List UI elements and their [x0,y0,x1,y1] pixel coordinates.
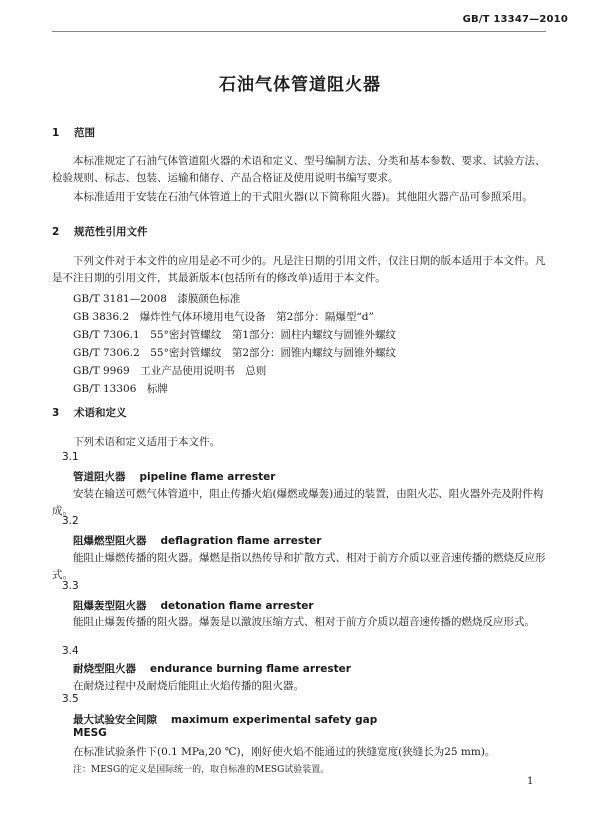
term-definition: 在耐烧过程中及耐烧后能阻止火焰传播的阻火器。 [73,680,304,692]
term-zh: 管道阻火器 [73,471,126,483]
term-title [73,661,351,676]
term-number: 3.3 [62,580,79,592]
term-en: maximum experimental safety gap [171,714,378,726]
term-en: endurance burning flame arrester [150,663,351,675]
term-number: 3.4 [62,645,79,657]
reference-item: GB/T 7306.2 55°密封管螺纹 第2部分：圆锥内螺纹与圆锥外螺纹 [73,347,397,359]
term-number: 3.2 [62,515,79,527]
term-en: pipeline flame arrester [139,471,276,483]
reference-item: GB/T 9969 工业产品使用说明书 总则 [73,365,267,377]
term-title [73,598,314,613]
term-zh: 最大试验安全间隙 [73,714,157,726]
page-number: 1 [527,776,534,787]
term-definition: 在标准试验条件下(0.1 MPa,20 ℃)，刚好使火焰不能通过的狭缝宽度(狭缝长为25 mm)。 [73,746,496,758]
section-title: 规范性引用文件 [74,226,148,238]
term-en: deflagration flame arrester [160,535,322,547]
section-number: 1 [52,127,60,139]
term-zh: 阻爆轰型阻火器 [73,600,147,612]
reference-item: GB/T 7306.1 55°密封管螺纹 第1部分：圆柱内螺纹与圆锥外螺纹 [73,329,397,341]
header-rule [52,31,546,32]
section-heading-terms [52,405,127,420]
term-title [73,712,377,727]
section-number: 2 [52,226,60,238]
term-zh: 阻爆燃型阻火器 [73,535,147,547]
reference-item: GB 3836.2 爆炸性气体环境用电气设备 第2部分：隔爆型“d” [73,311,374,323]
reference-item: GB/T 3181—2008 漆膜颜色标准 [73,293,241,305]
standard-code: GB/T 13347—2010 [462,14,568,25]
section-heading-scope [52,125,95,140]
term-note: 注：MESG的定义是国际统一的，取自标准的MESG试验装置。 [73,765,330,775]
document-title: 石油气体管道阻火器 [219,75,381,95]
term-en: detonation flame arrester [160,600,314,612]
term-definition: 安装在输送可燃气体管道中，阻止传播火焰(爆燃或爆轰)通过的装置，由阻火芯、阻火器外壳及附件构成。 [52,488,544,517]
scope-paragraph-2: 本标准适用于安装在石油气体管道上的干式阻火器(以下简称阻火器)。其他阻火器产品可参照采用。 [73,191,533,203]
terms-intro: 下列术语和定义适用于本文件。 [73,436,220,448]
term-number: 3.1 [62,451,79,463]
term-abbreviation: MESG [73,727,107,739]
term-definition: 能阻止爆轰传播的阻火器。爆轰是以激波压缩方式、相对于前方介质以超音速传播的燃烧反应形式。 [73,616,535,628]
term-title [73,533,321,548]
section-title: 术语和定义 [74,407,127,419]
term-definition: 能阻止爆燃传播的阻火器。爆燃是指以热传导和扩散方式、相对于前方介质以亚音速传播的燃烧反应形式。 [52,552,546,581]
normative-intro: 下列文件对于本文件的应用是必不可少的。凡是注日期的引用文件，仅注日期的版本适用于本文件。凡是不注日期的引用文件，其最新版本(包括所有的修改单)适用于本文件。 [52,255,546,284]
term-title [73,469,275,484]
scope-paragraph-1: 本标准规定了石油气体管道阻火器的术语和定义、型号编制方法、分类和基本参数、要求、试验方法、检验规则、标志、包装、运输和储存、产品合格证及使用说明书编写要求。 [52,155,546,184]
section-number: 3 [52,407,60,419]
term-zh: 耐烧型阻火器 [73,663,136,675]
reference-item: GB/T 13306 标牌 [73,383,168,395]
section-heading-normative-references [52,224,148,239]
term-number: 3.5 [62,693,79,705]
section-title: 范围 [74,127,95,139]
